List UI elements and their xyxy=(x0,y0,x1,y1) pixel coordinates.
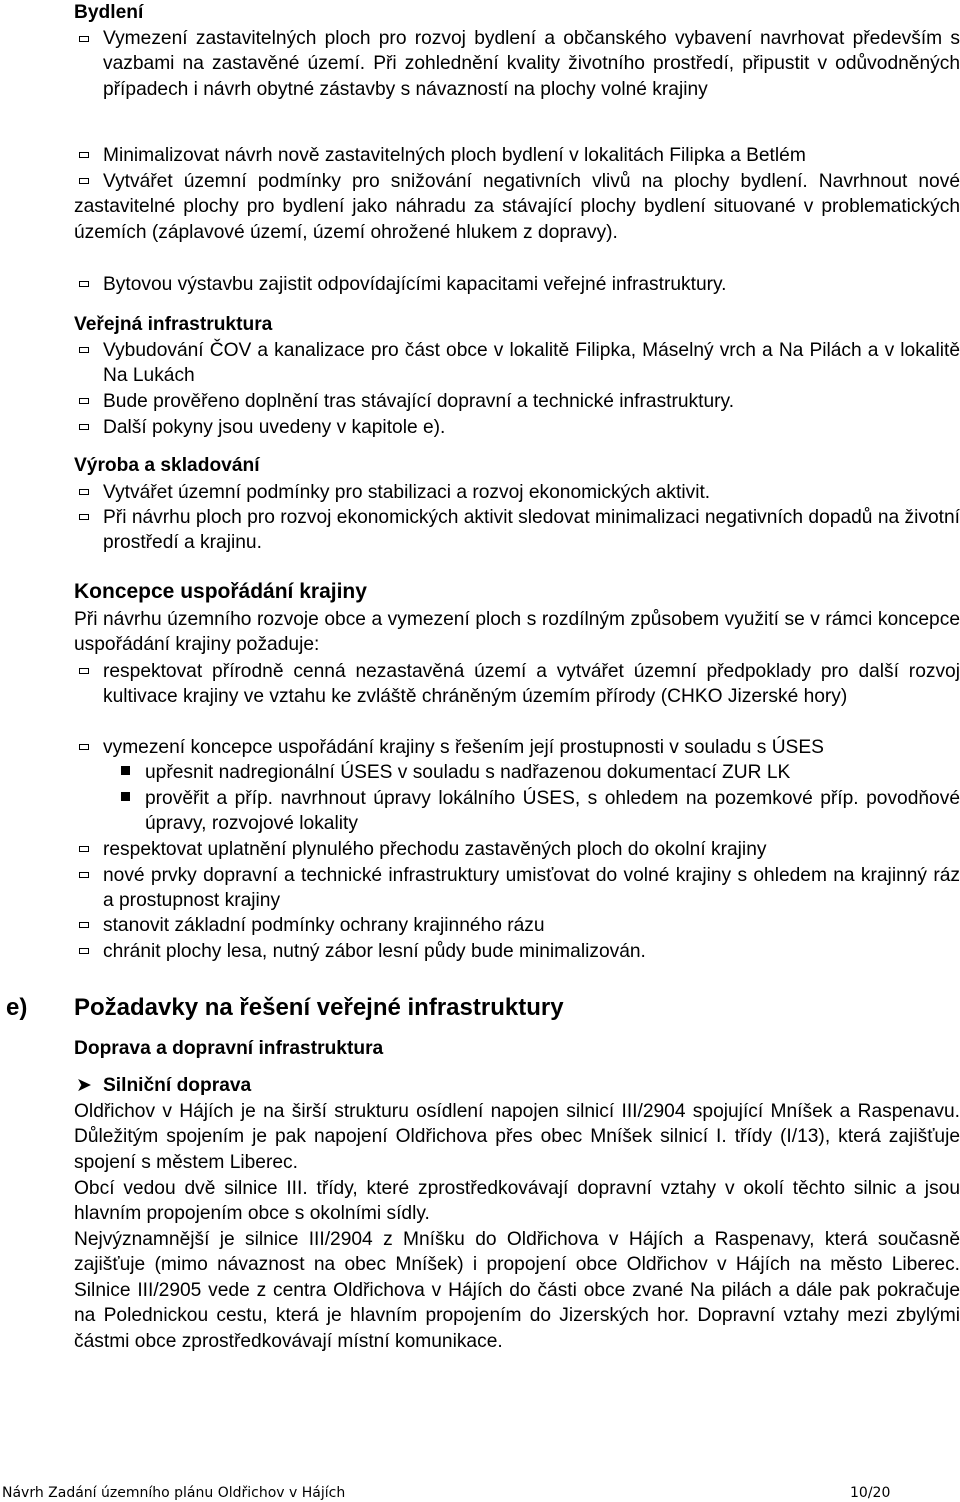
koncepce-item-1: respektovat přírodně cenná nezastavěná území a vytvářet územní předpoklady pro další rozvoj kultivace krajiny ve vztahu ke zvláště chráněným územím přírody (CHKO Jizerské hory) xyxy=(103,661,960,708)
bydleni-item-1: Vymezení zastavitelných ploch pro rozvoj bydlení a občanského vybavení navrhovat především s vazbami na zastavěné území. Při zohlednění kvality životního prostředí, připustit v odůvodněných případech i návrh obytné zástavby s návazností na plochy volné krajiny xyxy=(103,28,960,100)
paragraph-1: Oldřichov v Hájích je na širší strukturu osídlení napojen silnicí III/2904 spojující Mníšek a Raspenavu. Důležitým spojením je pak napojení Oldřichova přes obec Mníšek silnicí I. třídy (I/13), která zajišťuje spojení s městem Liberec. xyxy=(74,1101,960,1173)
koncepce-sub-1: upřesnit nadregionální ÚSES v souladu s nadřazenou dokumentací ZUR LK xyxy=(145,762,791,783)
bullet-icon xyxy=(79,922,89,928)
vyroba-item-2: Při návrhu ploch pro rozvoj ekonomických aktivit sledovat minimalizaci negativních dopadů na životní prostředí a krajinu. xyxy=(103,507,960,554)
bullet-icon xyxy=(79,281,89,287)
koncepce-heading: Koncepce uspořádání krajiny xyxy=(74,580,367,603)
bullet-icon xyxy=(79,744,89,750)
koncepce-intro: Při návrhu územního rozvoje obce a vymezení ploch s rozdílným způsobem využití se v rámci koncepce uspořádání krajiny požaduje: xyxy=(74,609,960,656)
bullet-icon xyxy=(79,489,89,495)
bullet-icon xyxy=(79,152,89,158)
verejna-item-1: Vybudování ČOV a kanalizace pro část obce v lokalitě Filipka, Máselný vrch a Na Pilách a v lokalitě Na Lukách xyxy=(103,340,960,387)
bydleni-item-4: Bytovou výstavbu zajistit odpovídajícími kapacitami veřejné infrastruktury. xyxy=(103,274,727,295)
square-bullet-icon xyxy=(121,766,130,775)
bullet-icon xyxy=(79,36,89,42)
arrow-bullet-icon: ➤ xyxy=(76,1075,92,1096)
bullet-icon xyxy=(79,668,89,674)
bullet-icon xyxy=(79,398,89,404)
bullet-icon xyxy=(79,347,89,353)
koncepce-item-6: chránit plochy lesa, nutný zábor lesní půdy bude minimalizován. xyxy=(103,941,646,962)
bullet-icon xyxy=(79,948,89,954)
bydleni-item-2: Minimalizovat návrh nově zastavitelných ploch bydlení v lokalitách Filipka a Betlém xyxy=(103,145,806,166)
square-bullet-icon xyxy=(121,792,130,801)
silnicni-heading: Silniční doprava xyxy=(103,1075,252,1096)
bullet-icon xyxy=(79,514,89,520)
section-title: Požadavky na řešení veřejné infrastruktury xyxy=(74,994,564,1021)
bydleni-item-3: Vytvářet územní podmínky pro snižování negativních vlivů na plochy bydlení. Navrhnout nové zastavitelné plochy pro bydlení jako náhradu za stávající plochy bydlení situované v problematických územích (záplavové území, území ohrožené hlukem z dopravy). xyxy=(74,171,960,243)
bydleni-heading: Bydlení xyxy=(74,2,144,23)
vyroba-item-1: Vytvářet územní podmínky pro stabilizaci a rozvoj ekonomických aktivit. xyxy=(103,482,711,503)
doprava-heading: Doprava a dopravní infrastruktura xyxy=(74,1038,384,1059)
bullet-icon xyxy=(79,846,89,852)
bullet-icon xyxy=(79,872,89,878)
koncepce-item-4: nové prvky dopravní a technické infrastruktury umisťovat do volné krajiny s ohledem na krajinný ráz a prostupnost krajiny xyxy=(103,865,960,912)
vyroba-heading: Výroba a skladování xyxy=(74,455,260,476)
koncepce-item-5: stanovit základní podmínky ochrany krajinného rázu xyxy=(103,915,545,936)
verejna-item-3: Další pokyny jsou uvedeny v kapitole e). xyxy=(103,417,446,438)
bullet-icon xyxy=(79,424,89,430)
footer-page-number: 10/20 xyxy=(850,1485,891,1501)
paragraph-2: Obcí vedou dvě silnice III. třídy, které zprostředkovávají dopravní vztahy v okolí těchto silnic a jsou hlavním propojením obce s okolními sídly. xyxy=(74,1178,960,1225)
verejna-heading: Veřejná infrastruktura xyxy=(74,314,273,335)
verejna-item-2: Bude prověřeno doplnění tras stávající dopravní a technické infrastruktury. xyxy=(103,391,735,412)
koncepce-item-3: respektovat uplatnění plynulého přechodu zastavěných ploch do okolní krajiny xyxy=(103,839,767,860)
koncepce-sub-2: prověřit a příp. navrhnout úpravy lokálního ÚSES, s ohledem na pozemkové příp. povodňové úpravy, rozvojové lokality xyxy=(145,788,960,835)
paragraph-3: Nejvýznamnější je silnice III/2904 z Mníšku do Oldřichova v Hájích a Raspenavy, která současně zajišťuje (mimo návaznost na obec Mníšek) i propojení obce Oldřichov v Hájích na město Liberec. Silnice III/2905 vede z centra Oldřichova v Hájích do části obce zvané Na pilách a dále pak pokračuje na Polednickou cestu, která je hlavním propojením do Jizerských hor. Dopravní vztahy mezi zbylými částmi obce zprostředkovávají místní komunikace. xyxy=(74,1229,960,1352)
section-number: e) xyxy=(6,994,28,1021)
koncepce-item-2: vymezení koncepce uspořádání krajiny s řešením její prostupnosti v souladu s ÚSES xyxy=(103,737,824,758)
footer-title: Návrh Zadání územního plánu Oldřichov v Hájích xyxy=(2,1485,346,1501)
